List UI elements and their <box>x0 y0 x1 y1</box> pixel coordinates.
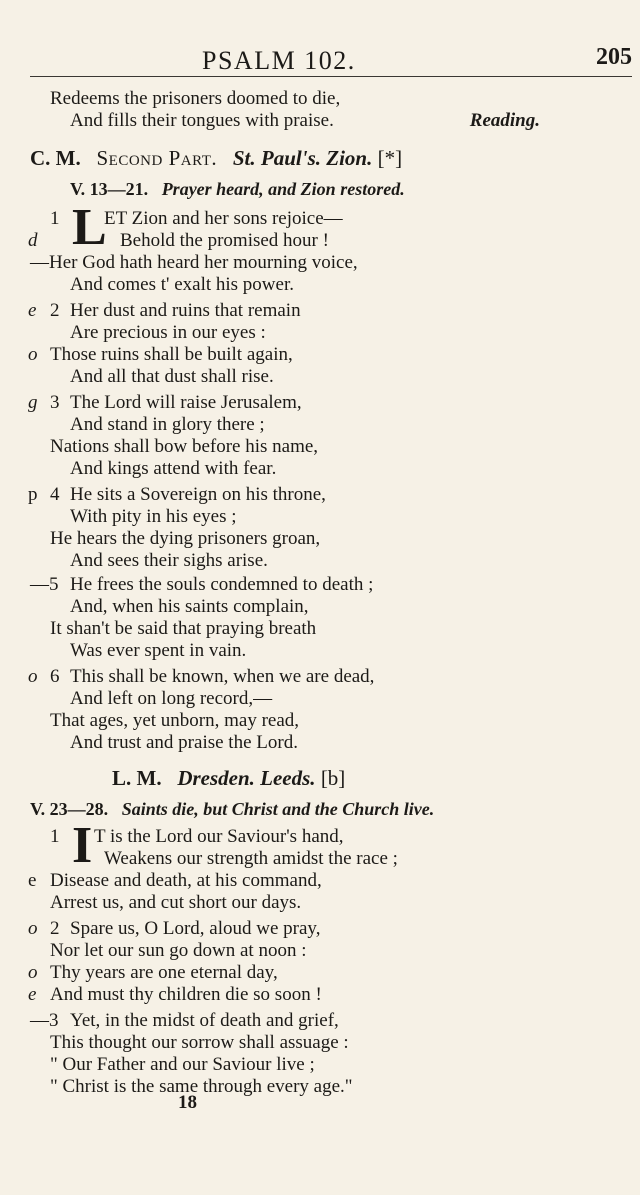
drop-cap: L <box>72 199 107 256</box>
section-heading-second-part <box>30 145 402 171</box>
stanza-number: —5 <box>30 574 59 595</box>
verse-label: V. 23—28. <box>30 799 109 819</box>
margin-mark: p <box>28 484 38 505</box>
verse-line: That ages, yet unborn, may read, <box>50 710 300 731</box>
verse-line: And sees their sighs arise. <box>70 550 268 571</box>
margin-mark: e <box>28 984 37 1005</box>
stanza-number: 1 <box>50 208 60 229</box>
tune-bracket: [*] <box>377 146 403 170</box>
stanza-number: —3 <box>30 1010 59 1031</box>
margin-mark: o <box>28 918 38 939</box>
signature-mark: 18 <box>178 1092 197 1113</box>
verse-line: And, when his saints complain, <box>70 596 309 617</box>
verse-range-heading <box>70 178 405 200</box>
verse-line: It shan't be said that praying breath <box>50 618 317 639</box>
margin-mark: e <box>28 870 37 891</box>
verse-line: Weakens our strength amidst the race ; <box>104 848 398 869</box>
margin-mark: d <box>28 230 38 251</box>
meter: C. M. <box>30 146 81 170</box>
verse-line: With pity in his eyes ; <box>70 506 237 527</box>
margin-mark: o <box>28 962 38 983</box>
stanza-number: 1 <box>50 826 60 847</box>
tune-names: Dresden. Leeds. <box>177 766 316 790</box>
verse-line: And all that dust shall rise. <box>70 366 274 387</box>
verse-line: Those ruins shall be built again, <box>50 344 293 365</box>
stanza-number: 3 <box>50 392 60 413</box>
verse-line: And must thy children die so soon ! <box>50 984 322 1005</box>
margin-mark: g <box>28 392 38 413</box>
verse-line: He sits a Sovereign on his throne, <box>70 484 326 505</box>
verse-line: And stand in glory there ; <box>70 414 265 435</box>
tune-bracket: [b] <box>320 766 346 790</box>
verse-line: Thy years are one eternal day, <box>50 962 278 983</box>
margin-mark: o <box>28 666 38 687</box>
margin-mark: o <box>28 344 38 365</box>
header-rule <box>30 76 632 77</box>
margin-mark: e <box>28 300 37 321</box>
verse-line: ET Zion and her sons rejoice— <box>104 208 343 229</box>
verse-line: Was ever spent in vain. <box>70 640 247 661</box>
section-heading-lm <box>112 765 345 791</box>
verse-line: Are precious in our eyes : <box>70 322 266 343</box>
drop-cap: I <box>72 817 93 874</box>
verse-line: Behold the promised hour ! <box>120 230 329 251</box>
verse-line: And comes t' exalt his power. <box>70 274 294 295</box>
verse-line: And trust and praise the Lord. <box>70 732 298 753</box>
tune-note-reading: Reading. <box>469 110 540 131</box>
stanza-number: 6 <box>50 666 60 687</box>
verse-line: T is the Lord our Saviour's hand, <box>94 826 344 847</box>
verse-line: He hears the dying prisoners groan, <box>50 528 321 549</box>
verse-line: Nor let our sun go down at noon : <box>50 940 307 961</box>
subject: Prayer heard, and Zion restored. <box>161 179 405 199</box>
stanza-number: 2 <box>50 300 60 321</box>
tune-names: St. Paul's. Zion. <box>232 146 373 170</box>
verse-line: He frees the souls condemned to death ; <box>70 574 374 595</box>
opening-line-1: Redeems the prisoners doomed to die, <box>50 88 341 109</box>
verse-line: This thought our sorrow shall assuage : <box>50 1032 349 1053</box>
verse-line: Yet, in the midst of death and grief, <box>70 1010 339 1031</box>
subject: Saints die, but Christ and the Church live. <box>121 799 435 819</box>
verse-line: —Her God hath heard her mourning voice, <box>30 252 358 273</box>
verse-line: Nations shall bow before his name, <box>50 436 319 457</box>
page-header <box>30 40 632 75</box>
verse-line: Arrest us, and cut short our days. <box>50 892 302 913</box>
verse-line: Spare us, O Lord, aloud we pray, <box>70 918 321 939</box>
stanza-number: 4 <box>50 484 60 505</box>
verse-line: Her dust and ruins that remain <box>70 300 301 321</box>
verse-line: And left on long record,— <box>70 688 273 709</box>
verse-line: And kings attend with fear. <box>70 458 277 479</box>
verse-line: " Our Father and our Saviour live ; <box>50 1054 315 1075</box>
verse-line: " Christ is the same through every age." <box>50 1076 353 1097</box>
stanza-number: 2 <box>50 918 60 939</box>
verse-label: V. 13—21. <box>70 179 149 199</box>
page-number: 205 <box>596 44 632 70</box>
part-title: Second Part. <box>96 146 218 170</box>
verse-line: Disease and death, at his command, <box>50 870 322 891</box>
verse-line: The Lord will raise Jerusalem, <box>70 392 302 413</box>
opening-line-2: And fills their tongues with praise. <box>70 110 334 131</box>
meter: L. M. <box>112 766 162 790</box>
verse-line: This shall be known, when we are dead, <box>70 666 375 687</box>
running-title: PSALM 102. <box>202 46 356 75</box>
